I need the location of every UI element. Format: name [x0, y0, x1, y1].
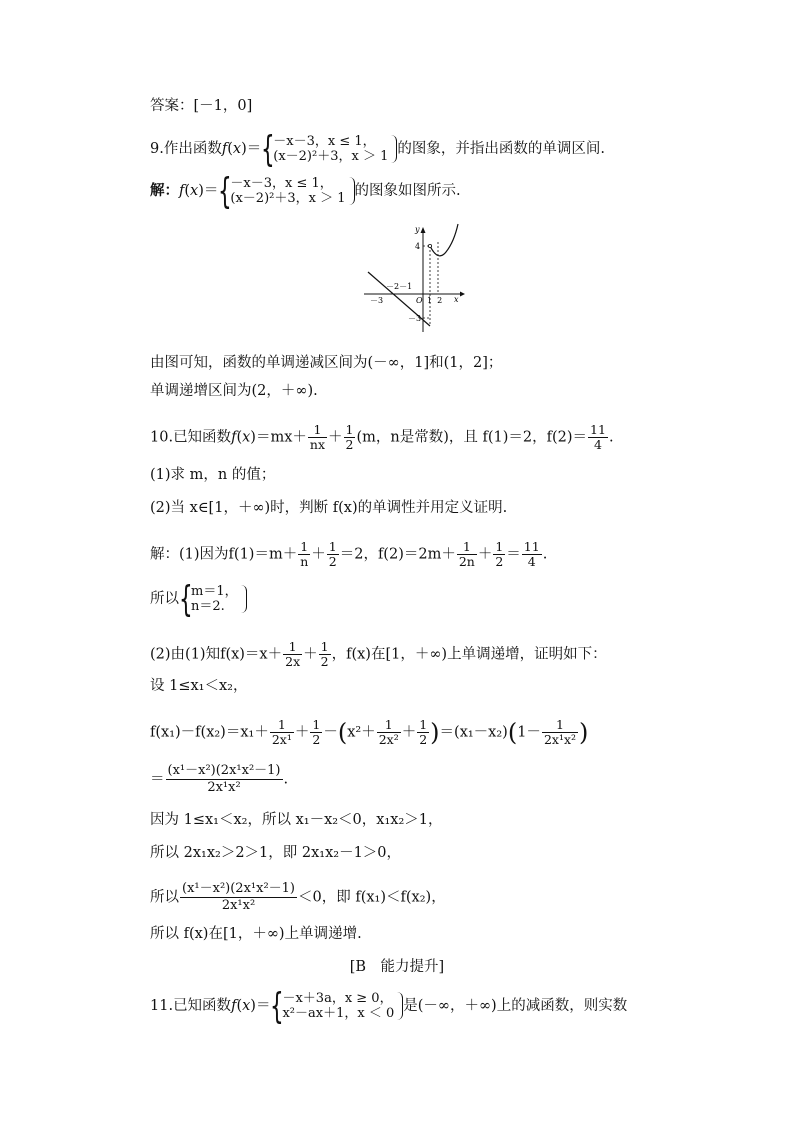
- section-b-heading: [B 能力提升]: [349, 959, 445, 975]
- right-bracket: [349, 177, 355, 205]
- answer-line: 答案：[－1，0]: [150, 98, 253, 114]
- question-9: 9.作出函数f(x)＝ { －x－3，x ≤ 1， (x－2)²＋3，x ＞ 1 的图象，并指出函数的单调区间.: [150, 129, 605, 170]
- x-label: x: [454, 295, 459, 304]
- q11-piecewise: { －x＋3a，x ≥ 0， x²－ax＋1，x ＜ 0: [270, 991, 403, 1021]
- q9-case-1: －x－3，x ≤ 1，: [273, 134, 376, 149]
- s10-system: 所以 { m＝1， n＝2.: [150, 584, 247, 614]
- q9-eq: ＝: [246, 141, 262, 157]
- s9-piecewise: [218, 171, 354, 212]
- brace-icon: {: [218, 171, 233, 212]
- q9-x: x: [232, 141, 242, 157]
- tick-4: 4: [415, 242, 421, 251]
- q9-suffix: 的图象，并指出函数的单调区间.: [397, 141, 605, 157]
- frac-1-2x2: $\frac{1}{\text{2x²}}$: [378, 717, 399, 747]
- y-axis-arrow-icon: [421, 227, 426, 233]
- q9-case-2: (x－2)²＋3，x ＞ 1: [273, 149, 389, 164]
- frac-product-2: $\frac{\text{(x¹－x²)(2x¹x²－1)}}{\text{2x¹x²}}$: [182, 881, 296, 913]
- frac-1-2x1: $\frac{1}{\text{2x¹}}$: [271, 717, 292, 747]
- s9-label: 解：: [150, 182, 179, 199]
- brace-icon: {: [179, 579, 193, 620]
- s9-conclusion-1: 由图可知，函数的单调递减区间为(－∞，1]和(1，2]；: [150, 355, 503, 371]
- q10-mid: ＝mx＋: [255, 429, 307, 446]
- right-bracket: [241, 585, 247, 613]
- q10-number: 10.: [150, 429, 174, 446]
- origin-label: O: [416, 296, 423, 305]
- s10-mn-system: { m＝1， n＝2.: [179, 584, 247, 614]
- solution-9: 解：f(x)＝ { －x－3，x ≤ 1， (x－2)²＋3，x ＞ 1 的图象如图所示.: [150, 171, 461, 212]
- x-axis-arrow-icon: [460, 292, 465, 297]
- s9-case-1: －x－3，x ≤ 1，: [230, 176, 333, 191]
- frac-1-2e: $\frac{1}{2}$: [312, 717, 321, 747]
- tick-neg3-x: －3: [370, 296, 384, 305]
- frac-1-2d: $\frac{1}{2}$: [320, 639, 329, 669]
- frac-1-2b: $\frac{1}{2}$: [328, 539, 337, 569]
- tick-neg2-neg1: －2－1: [386, 282, 413, 291]
- s10-big-fraction: ＝ $\frac{\text{(x¹－x²)(2x¹x²－1)}}{\text{2x¹x²}}$ .: [150, 763, 289, 795]
- frac-1-2c: $\frac{1}{2}$: [495, 539, 504, 569]
- tick-1-2: 1 2: [427, 296, 443, 305]
- frac-1-2n: $\frac{1}{2n}$: [458, 539, 475, 569]
- q9-prefix: 作出函数: [163, 141, 222, 157]
- s10-part-2: (2)由(1)知f(x)＝x＋ $\frac{1}{2x}$ ＋ $\frac{1}{2}$ ，f(x)在[1，＋∞)上单调递增，证明如下：: [150, 639, 607, 669]
- frac-1-2x: $\frac{1}{2x}$: [285, 639, 301, 669]
- question-11: 11.已知函数f(x)＝ { －x＋3a，x ≥ 0， x²－ax＋1，x ＜ 0 是(－∞，＋∞)上的减函数，则实数: [150, 986, 628, 1027]
- s9-case-2: (x－2)²＋3，x ＞ 1: [230, 191, 346, 206]
- frac-1-2f: $\frac{1}{2}$: [419, 717, 428, 747]
- brace-icon: {: [270, 986, 285, 1027]
- s10-so-3: 所以 $\frac{\text{(x¹－x²)(2x¹x²－1)}}{\text{2x¹x²}}$ ＜0，即 f(x₁)＜f(x₂)，: [150, 881, 446, 913]
- s9-eq: ＝: [203, 183, 219, 199]
- s10-since: 因为 1≤x₁＜x₂，所以 x₁－x₂＜0，x₁x₂＞1，: [150, 812, 443, 828]
- q10-part-1: (1)求 m，n 的值；: [150, 467, 276, 483]
- function-graph: [360, 222, 470, 334]
- s9-x: x: [190, 183, 199, 199]
- right-bracket: [391, 135, 397, 163]
- q9-number: 9.: [150, 141, 164, 157]
- q10-prefix: 已知函数: [173, 429, 232, 446]
- frac-11-4b: $\frac{11}{4}$: [523, 539, 540, 569]
- open-point: [428, 244, 431, 247]
- s9-f: f: [179, 183, 185, 199]
- frac-1-n: $\frac{1}{n}$: [300, 539, 309, 569]
- s10-so-2: 所以 2x₁x₂＞2＞1，即 2x₁x₂－1＞0，: [150, 845, 402, 861]
- brace-icon: {: [261, 129, 275, 170]
- parabola-branch: [430, 224, 458, 256]
- frac-1-2: $\frac{1}{2}$: [345, 422, 354, 452]
- q9-piecewise: [261, 129, 397, 170]
- frac-1-nx: $\frac{1}{nx}$: [309, 422, 326, 452]
- frac-product: $\frac{\text{(x¹－x²)(2x¹x²－1)}}{\text{2x¹x²}}$: [167, 763, 281, 795]
- s9-suffix: 的图象如图所示.: [354, 183, 461, 199]
- tick-neg3-y: －3: [408, 314, 422, 323]
- q10-part-2: (2)当 x∈[1，＋∞)时，判断 f(x)的单调性并用定义证明.: [150, 500, 508, 516]
- s10-line-1: 解：(1)因为f(1)＝m＋ $\frac{1}{n}$ ＋ $\frac{1}{2}$ ＝2，f(2)＝2m＋ $\frac{1}{2n}$ ＋ $\frac{1}{2}$ ＝ $\frac{11}{4}$ .: [150, 539, 548, 569]
- q9-f: f: [221, 141, 228, 157]
- y-label: y: [415, 225, 420, 234]
- s10-diff: f(x₁)－f(x₂)＝x₁＋ $\frac{1}{\text{2x¹}}$ ＋ $\frac{1}{2}$ －(x²＋ $\frac{1}{\text{2x²}}$ ＋ $\frac{1}{2}$ )＝(x₁－x₂)(1－ $\frac{1}{\text{2x¹x²}}$ ): [150, 717, 589, 747]
- right-bracket: [397, 992, 403, 1020]
- frac-1-2x1x2: $\frac{1}{\text{2x¹x²}}$: [543, 717, 577, 747]
- q10-tail: (m，n是常数)，且 f(1)＝2，f(2)＝: [356, 429, 588, 446]
- s10-conclusion: 所以 f(x)在[1，＋∞)上单调递增.: [150, 926, 362, 942]
- s10-let: 设 1≤x₁＜x₂，: [150, 678, 248, 694]
- s9-conclusion-2: 单调递增区间为(2，＋∞).: [150, 383, 318, 399]
- frac-11-4: $\frac{11}{4}$: [590, 422, 606, 452]
- question-10: 10.已知函数f(x)＝mx＋ $\frac{1}{nx}$ ＋ $\frac{1}{2}$ (m，n是常数)，且 f(1)＝2，f(2)＝ $\frac{11}{4}$ .: [150, 422, 614, 452]
